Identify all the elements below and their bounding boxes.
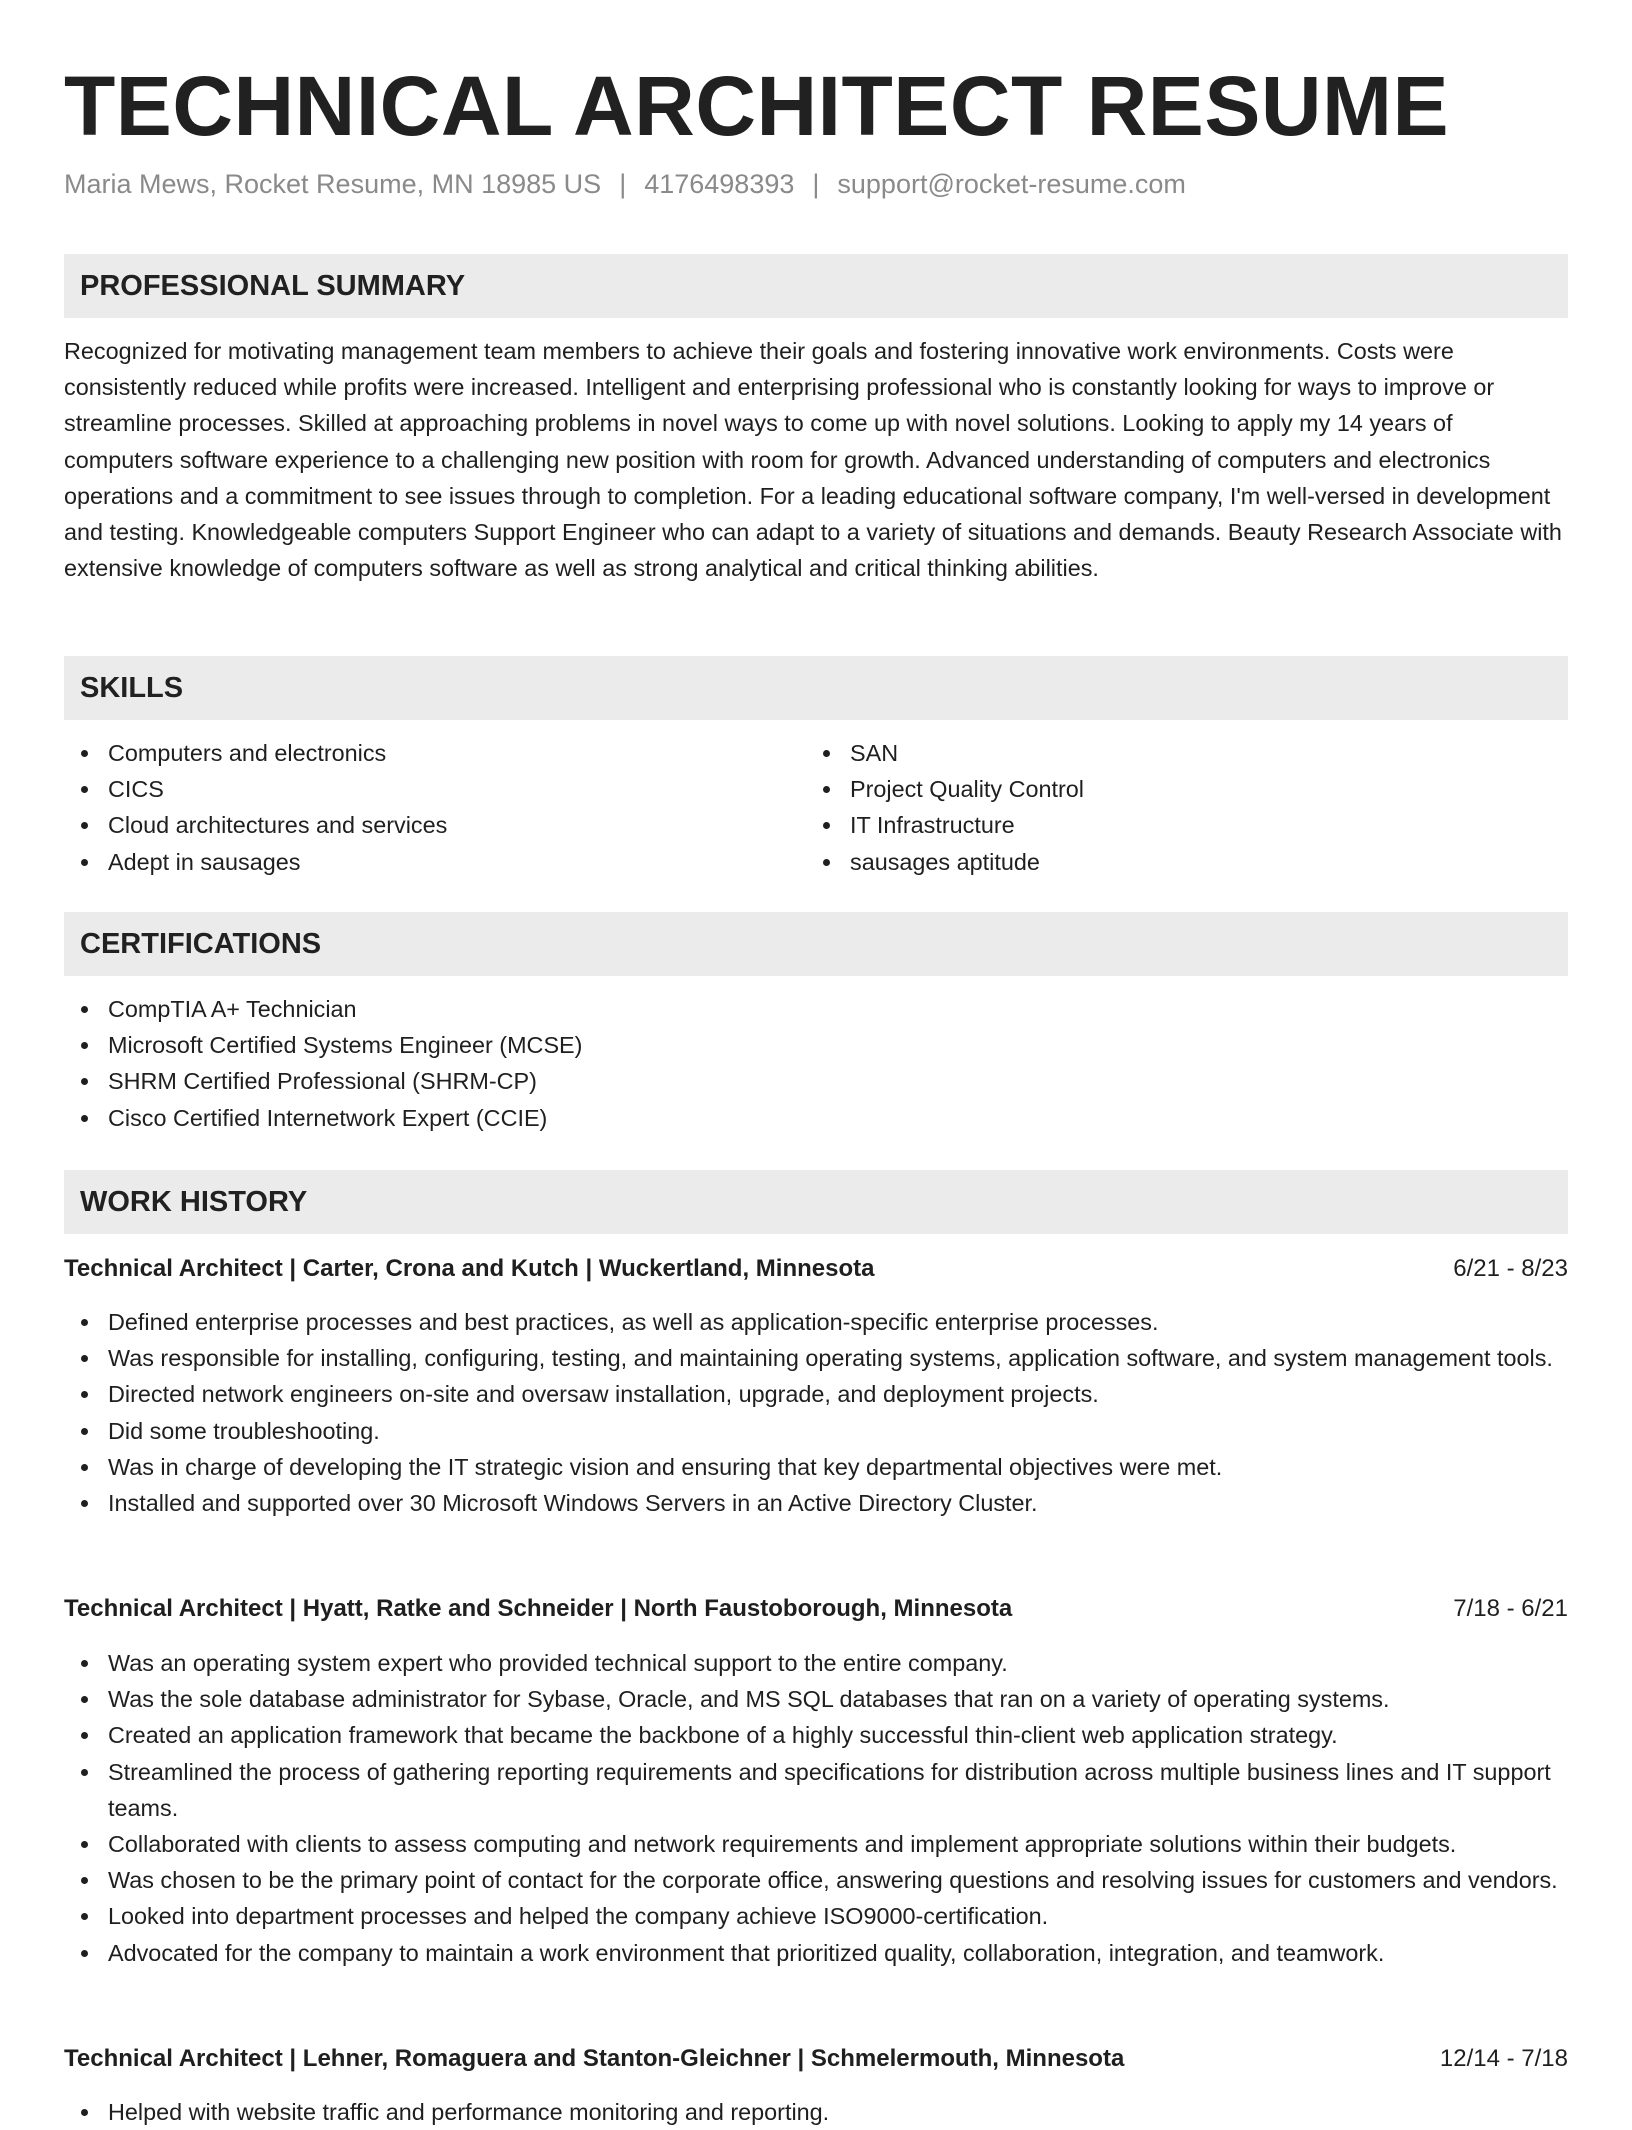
contact-separator: | xyxy=(619,169,627,199)
list-item: Computers and electronics xyxy=(64,735,447,771)
skills-list-right xyxy=(806,735,1084,880)
work-history-heading: WORK HISTORY xyxy=(64,1170,1568,1234)
list-item: Streamlined the process of gathering reporting requirements and specifications for distribution across multiple business lines and IT support teams. xyxy=(64,1754,1568,1826)
contact-line xyxy=(64,166,1186,202)
job-title: Technical Architect | Hyatt, Ratke and Schneider | North Faustoborough, Minnesota xyxy=(64,1595,1013,1622)
job-title: Technical Architect | Lehner, Romaguera and Stanton-Gleichner | Schmelermouth, Minnesota xyxy=(64,2045,1125,2072)
list-item: SHRM Certified Professional (SHRM-CP) xyxy=(64,1063,582,1099)
list-item: Looked into department processes and helped the company achieve ISO9000-certification. xyxy=(64,1898,1568,1934)
list-item: Was chosen to be the primary point of contact for the corporate office, answering questions and resolving issues for customers and vendors. xyxy=(64,1862,1568,1898)
resume-title: TECHNICAL ARCHITECT RESUME xyxy=(64,59,1450,153)
contact-address: Maria Mews, Rocket Resume, MN 18985 US xyxy=(64,169,602,199)
list-item: Advocated for the company to maintain a work environment that prioritized quality, collaboration, integration, and teamwork. xyxy=(64,1935,1568,1971)
list-item: CICS xyxy=(64,771,447,807)
job-dates: 12/14 - 7/18 xyxy=(1439,2045,1568,2072)
list-item: Collaborated with clients to assess computing and network requirements and implement appropriate solutions within their budgets. xyxy=(64,1826,1568,1862)
job-dates: 6/21 - 8/23 xyxy=(1453,1255,1568,1282)
list-item: Cisco Certified Internetwork Expert (CCIE) xyxy=(64,1100,582,1136)
list-item: Was the sole database administrator for Sybase, Oracle, and MS SQL databases that ran on a variety of operating systems. xyxy=(64,1681,1568,1717)
list-item: CompTIA A+ Technician xyxy=(64,991,582,1027)
contact-separator: | xyxy=(812,169,820,199)
skills-heading: SKILLS xyxy=(64,656,1568,720)
job-heading xyxy=(64,1251,1568,1287)
list-item: sausages aptitude xyxy=(806,844,1084,880)
certifications-heading: CERTIFICATIONS xyxy=(64,912,1568,976)
list-item: Was an operating system expert who provided technical support to the entire company. xyxy=(64,1645,1568,1681)
job-bullets xyxy=(64,1645,1568,1971)
list-item: Cloud architectures and services xyxy=(64,807,447,843)
contact-phone: 4176498393 xyxy=(644,169,795,199)
job-bullets xyxy=(64,1304,1568,1521)
list-item: Helped with website traffic and performance monitoring and reporting. xyxy=(64,2094,1568,2130)
list-item: Created an application framework that became the backbone of a highly successful thin-client web application strategy. xyxy=(64,1717,1568,1753)
summary-text: Recognized for motivating management team members to achieve their goals and fostering innovative work environments. Costs were consistently reduced while profits were increased. Intelligent and enterprising professional who is constantly looking for ways to improve or streamline processes. Skilled at approaching problems in novel ways to come up with novel solutions. Looking to apply my 14 years of computers software experience to a challenging new position with room for growth. Advanced understanding of computers and electronics operations and a commitment to see issues through to completion. For a leading educational software company, I'm well-versed in development and testing. Knowledgeable computers Support Engineer who can adapt to a variety of situations and demands. Beauty Research Associate with extensive knowledge of computers software as well as strong analytical and critical thinking abilities. xyxy=(64,338,1562,582)
list-item: Microsoft Certified Systems Engineer (MCSE) xyxy=(64,1027,582,1063)
job-heading xyxy=(64,2041,1568,2077)
job-bullets xyxy=(64,2094,1568,2130)
job-title: Technical Architect | Carter, Crona and Kutch | Wuckertland, Minnesota xyxy=(64,1255,875,1282)
summary-heading: PROFESSIONAL SUMMARY xyxy=(64,254,1568,318)
list-item: Defined enterprise processes and best practices, as well as application-specific enterprise processes. xyxy=(64,1304,1568,1340)
contact-email[interactable]: support@rocket-resume.com xyxy=(837,169,1186,199)
list-item: SAN xyxy=(806,735,1084,771)
list-item: Installed and supported over 30 Microsoft Windows Servers in an Active Directory Cluster. xyxy=(64,1485,1568,1521)
list-item: Was responsible for installing, configuring, testing, and maintaining operating systems, application software, and system management tools. xyxy=(64,1340,1568,1376)
list-item: Project Quality Control xyxy=(806,771,1084,807)
list-item: Did some troubleshooting. xyxy=(64,1413,1568,1449)
list-item: Adept in sausages xyxy=(64,844,447,880)
certifications-list xyxy=(64,991,582,1136)
list-item: Was in charge of developing the IT strategic vision and ensuring that key departmental objectives were met. xyxy=(64,1449,1568,1485)
list-item: IT Infrastructure xyxy=(806,807,1084,843)
job-dates: 7/18 - 6/21 xyxy=(1453,1595,1568,1622)
job-heading xyxy=(64,1591,1568,1627)
skills-list-left xyxy=(64,735,447,880)
list-item: Directed network engineers on-site and oversaw installation, upgrade, and deployment projects. xyxy=(64,1376,1568,1412)
